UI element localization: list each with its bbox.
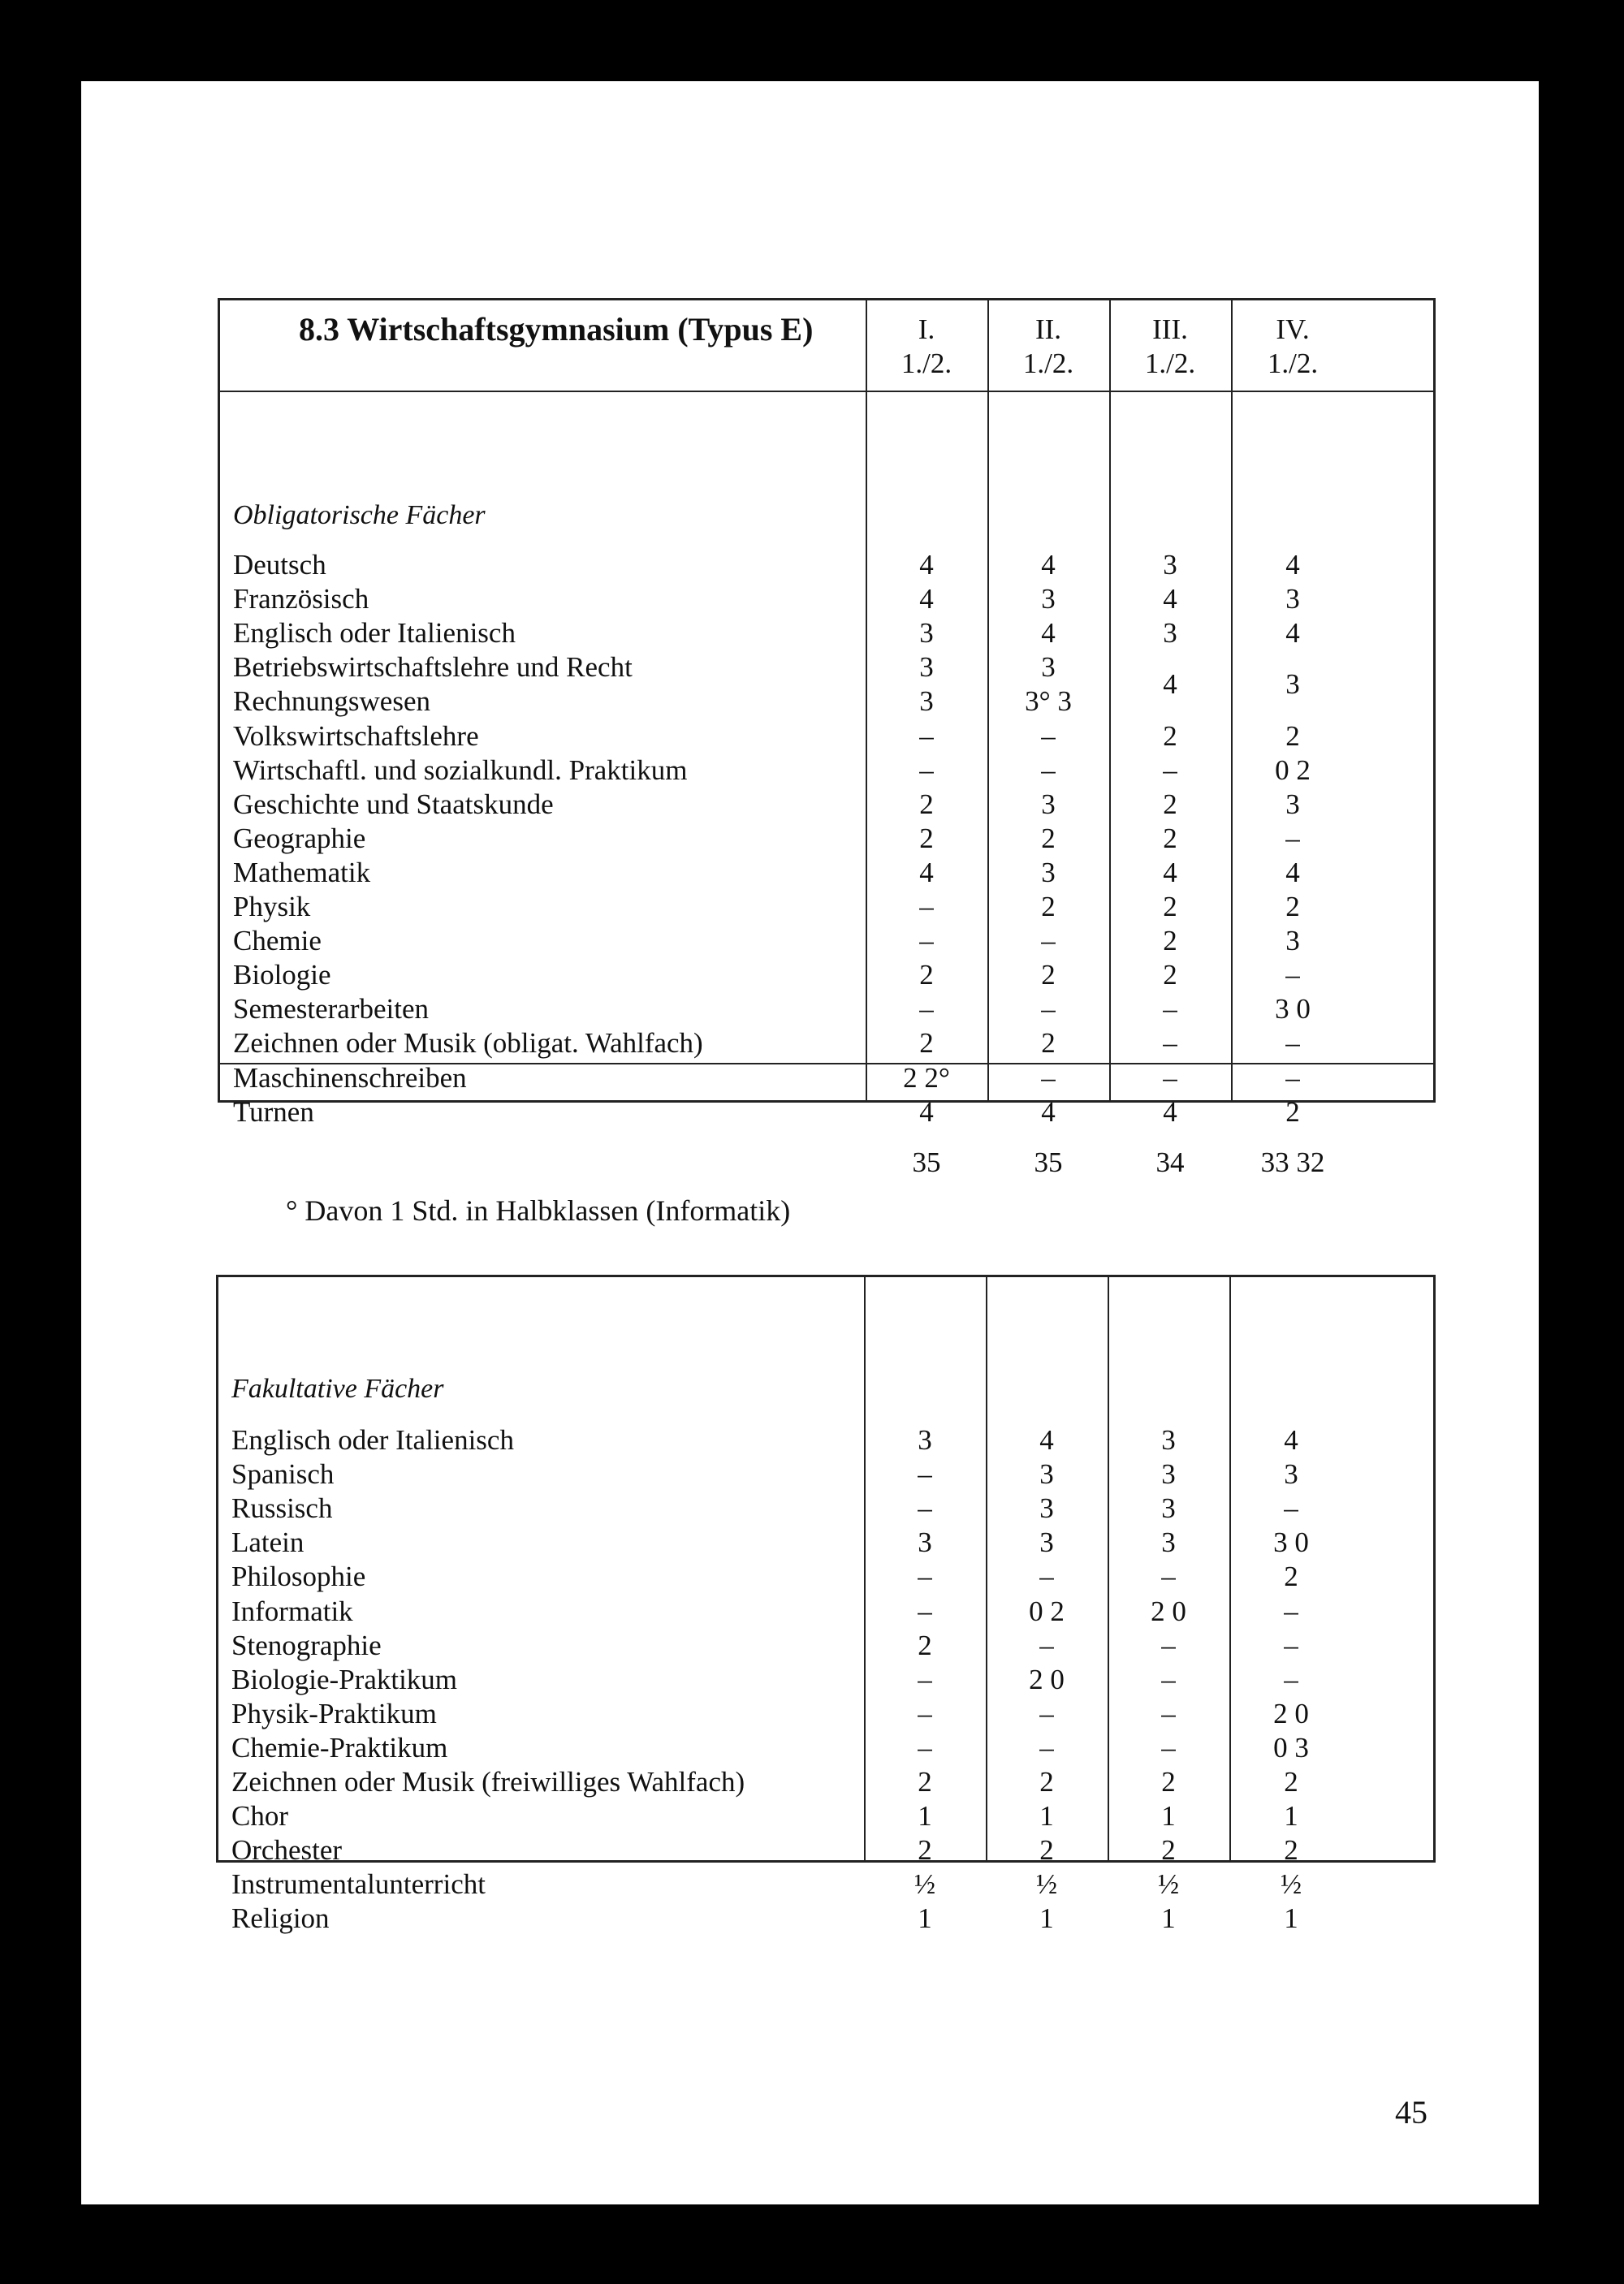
table-cell: 2 — [1041, 891, 1056, 922]
table-cell: – — [1284, 1492, 1298, 1525]
table-cell: – — [1284, 1663, 1298, 1695]
subject-label: Latein — [231, 1526, 304, 1559]
table-cell: – — [1285, 1027, 1300, 1060]
total-cell: 35 — [912, 1146, 941, 1178]
table-cell: 4 — [1163, 1095, 1177, 1128]
table-cell: 2 — [919, 788, 934, 820]
table-cell: 2 — [918, 1834, 932, 1867]
merged-cell: 4 — [1163, 668, 1177, 701]
table-cell: 2 — [1163, 788, 1177, 820]
column-header-semester: 1./2. — [1144, 348, 1196, 379]
table-cell: – — [919, 993, 934, 1025]
table-cell: 3 — [1041, 583, 1056, 615]
table-cell: 2 — [1163, 959, 1177, 991]
table-cell: 2 — [919, 959, 934, 991]
table-cell: 0 2 — [1029, 1595, 1065, 1627]
table-cell: 3 — [919, 651, 934, 684]
table-cell: – — [1161, 1561, 1176, 1593]
table-cell: – — [918, 1595, 932, 1627]
column-header-roman: III. — [1152, 313, 1188, 345]
table-cell: 1 — [1039, 1902, 1054, 1935]
column-header-semester: 1./2. — [901, 348, 952, 379]
table-cell: – — [1041, 925, 1056, 957]
subject-label: Philosophie — [231, 1561, 366, 1593]
table-cell: 2 — [1041, 1027, 1056, 1060]
table-cell: 2 — [1039, 1834, 1054, 1867]
total-cell: 33 32 — [1260, 1146, 1325, 1178]
table-cell: 3 — [919, 685, 934, 718]
table-cell: ½ — [1280, 1868, 1302, 1901]
table-cell: – — [1163, 993, 1177, 1025]
table-cell: – — [1161, 1731, 1176, 1764]
table-cell: 2 — [1161, 1766, 1176, 1798]
table-cell: 1 — [1284, 1902, 1298, 1935]
table-cell: 4 — [1039, 1424, 1054, 1456]
table-cell: 3 — [1285, 788, 1300, 820]
table-cell: 2 — [1285, 1095, 1300, 1128]
table-cell: – — [1041, 1061, 1056, 1094]
table-cell: 2 — [1285, 719, 1300, 752]
subject-label: Volkswirtschaftslehre — [233, 719, 479, 752]
subject-label: Chor — [231, 1800, 288, 1833]
table-cell: – — [918, 1492, 932, 1525]
table-cell: – — [1161, 1629, 1176, 1661]
table-cell: – — [918, 1697, 932, 1729]
table-cell: 0 3 — [1273, 1731, 1309, 1764]
table-cell: 4 — [919, 1095, 934, 1128]
subject-label: Stenographie — [231, 1629, 382, 1661]
table-cell: – — [1284, 1595, 1298, 1627]
subject-label: Chemie-Praktikum — [231, 1731, 448, 1764]
table-cell: 3 — [919, 617, 934, 650]
table-cell: 4 — [919, 583, 934, 615]
table-cell: – — [1039, 1561, 1054, 1593]
table-cell: 2 — [1284, 1834, 1298, 1867]
table-cell: – — [919, 925, 934, 957]
subject-label: Französisch — [233, 583, 369, 615]
subject-label: Informatik — [231, 1595, 353, 1627]
table-cell: – — [1163, 1061, 1177, 1094]
subject-label: Maschinenschreiben — [233, 1061, 467, 1094]
table-cell: 3 — [1161, 1424, 1176, 1456]
table-cell: 3 — [1039, 1458, 1054, 1491]
table-cell: – — [919, 753, 934, 786]
table-cell: 4 — [1041, 549, 1056, 581]
table-cell: 4 — [1163, 583, 1177, 615]
subject-label: Englisch oder Italienisch — [233, 617, 516, 650]
table-cell: – — [1161, 1697, 1176, 1729]
table-cell: 3 — [1163, 549, 1177, 581]
column-header-roman: II. — [1034, 313, 1062, 345]
table-cell: 1 — [1284, 1800, 1298, 1833]
subject-label: Turnen — [233, 1095, 314, 1128]
table-cell: 4 — [919, 856, 934, 888]
table-cell: ½ — [914, 1868, 936, 1901]
column-header-roman: I. — [918, 313, 935, 345]
subject-label: Englisch oder Italienisch — [231, 1424, 514, 1456]
section-title: 8.3 Wirtschaftsgymnasium (Typus E) — [299, 311, 814, 348]
table-cell: 3 — [1161, 1526, 1176, 1559]
subject-label: Orchester — [231, 1834, 343, 1867]
table-cell: – — [1041, 753, 1056, 786]
table-cell: 3 — [1161, 1458, 1176, 1491]
subject-label: Semesterarbeiten — [233, 993, 430, 1025]
table-cell: 2 — [1284, 1561, 1298, 1593]
table-cell: – — [1041, 993, 1056, 1025]
table-cell: 3 — [1161, 1492, 1176, 1525]
table-cell: 2 2° — [903, 1061, 950, 1094]
subject-label: Chemie — [233, 925, 322, 957]
table-cell: 2 — [918, 1766, 932, 1798]
table-cell: 4 — [1284, 1424, 1298, 1456]
table-cell: 2 — [1163, 891, 1177, 922]
subject-label: Physik — [233, 891, 311, 922]
table-cell: 3 — [1285, 925, 1300, 957]
table-cell: 1 — [1161, 1800, 1176, 1833]
table-cell: 2 0 — [1273, 1697, 1309, 1729]
table-cell: 3° 3 — [1025, 685, 1072, 718]
table-cell: – — [1039, 1629, 1054, 1661]
table-cell: – — [1285, 822, 1300, 854]
table-cell: 2 — [1041, 822, 1056, 854]
table-cell: 1 — [1161, 1902, 1176, 1935]
subject-label: Physik-Praktikum — [231, 1697, 437, 1729]
table-cell: 3 — [1041, 856, 1056, 888]
table-cell: ½ — [1157, 1868, 1180, 1901]
table-cell: – — [918, 1731, 932, 1764]
subject-label: Biologie — [233, 959, 331, 991]
table-cell: 2 — [1285, 891, 1300, 922]
subject-label: Instrumentalunterricht — [231, 1868, 486, 1901]
table-cell: – — [1163, 753, 1177, 786]
table-cell: 2 — [918, 1629, 932, 1661]
table-cell: 2 — [1041, 959, 1056, 991]
total-cell: 34 — [1155, 1146, 1185, 1178]
table-cell: 2 — [919, 1027, 934, 1060]
table-cell: – — [1041, 719, 1056, 752]
table-cell: – — [919, 719, 934, 752]
table-cell: 2 — [1163, 925, 1177, 957]
footnote: ° Davon 1 Std. in Halbklassen (Informatik) — [286, 1194, 791, 1227]
table-cell: 3 — [1284, 1458, 1298, 1491]
table-cell: 3 0 — [1275, 993, 1311, 1025]
table-cell: – — [1039, 1731, 1054, 1764]
table-cell: – — [918, 1458, 932, 1491]
table-cell: 4 — [1285, 617, 1300, 650]
table-cell: 2 — [1163, 719, 1177, 752]
table-cell: 2 0 — [1151, 1595, 1186, 1627]
subject-label: Religion — [231, 1902, 330, 1935]
table-cell: – — [918, 1663, 932, 1695]
document-page — [81, 81, 1539, 2204]
table-cell: 3 — [1041, 651, 1056, 684]
table-cell: ½ — [1035, 1868, 1058, 1901]
table-cell: – — [1039, 1697, 1054, 1729]
table-cell: 3 0 — [1273, 1526, 1309, 1559]
column-header-semester: 1./2. — [1267, 348, 1319, 379]
table-cell: 2 0 — [1029, 1663, 1065, 1695]
table-cell: 3 — [1041, 788, 1056, 820]
table-cell: 3 — [1163, 617, 1177, 650]
subject-label: Geschichte und Staatskunde — [233, 788, 554, 820]
subject-label: Zeichnen oder Musik (freiwilliges Wahlfach) — [231, 1766, 745, 1798]
table-cell: 1 — [918, 1902, 932, 1935]
table-cell: 4 — [1163, 856, 1177, 888]
subject-label: Biologie-Praktikum — [231, 1663, 458, 1695]
subject-label: Russisch — [231, 1492, 333, 1525]
table-cell: 4 — [1041, 1095, 1056, 1128]
subject-label: Spanisch — [231, 1458, 335, 1491]
table-cell: 4 — [1285, 856, 1300, 888]
table-cell: – — [1284, 1629, 1298, 1661]
total-cell: 35 — [1034, 1146, 1063, 1178]
table-cell: 1 — [918, 1800, 932, 1833]
column-header-roman: IV. — [1276, 313, 1310, 345]
table-cell: 3 — [1039, 1526, 1054, 1559]
table-cell: – — [919, 891, 934, 922]
table-cell: 3 — [1039, 1492, 1054, 1525]
table-cell: 3 — [1285, 583, 1300, 615]
table-cell: 2 — [1284, 1766, 1298, 1798]
section-label-facultative: Fakultative Fächer — [231, 1374, 444, 1404]
subject-label: Deutsch — [233, 549, 326, 581]
subject-label: Zeichnen oder Musik (obligat. Wahlfach) — [233, 1027, 703, 1060]
table-cell: 3 — [918, 1526, 932, 1559]
table-cell: 4 — [919, 549, 934, 581]
table-cell: 4 — [1285, 549, 1300, 581]
subject-label: Mathematik — [233, 856, 371, 888]
column-header-semester: 1./2. — [1022, 348, 1074, 379]
merged-cell: 3 — [1285, 668, 1300, 701]
table-cell: 0 2 — [1275, 753, 1311, 786]
subject-label: Wirtschaftl. und sozialkundl. Praktikum — [233, 753, 688, 786]
subject-label: Geographie — [233, 822, 366, 854]
table-cell: 2 — [1161, 1834, 1176, 1867]
table-cell: 2 — [919, 822, 934, 854]
subject-label: Rechnungswesen — [233, 685, 431, 718]
table-cell: – — [1285, 959, 1300, 991]
table-cell: – — [918, 1561, 932, 1593]
table-cell: – — [1285, 1061, 1300, 1094]
table-cell: 3 — [918, 1424, 932, 1456]
subject-label: Betriebswirtschaftslehre und Recht — [233, 651, 633, 684]
table-cell: – — [1163, 1027, 1177, 1060]
table-cell: 1 — [1039, 1800, 1054, 1833]
table-cell: 2 — [1039, 1766, 1054, 1798]
table-cell: – — [1161, 1663, 1176, 1695]
section-label-obligatory: Obligatorische Fächer — [233, 500, 486, 530]
table-cell: 4 — [1041, 617, 1056, 650]
table-cell: 2 — [1163, 822, 1177, 854]
page-number: 45 — [1395, 2094, 1427, 2131]
